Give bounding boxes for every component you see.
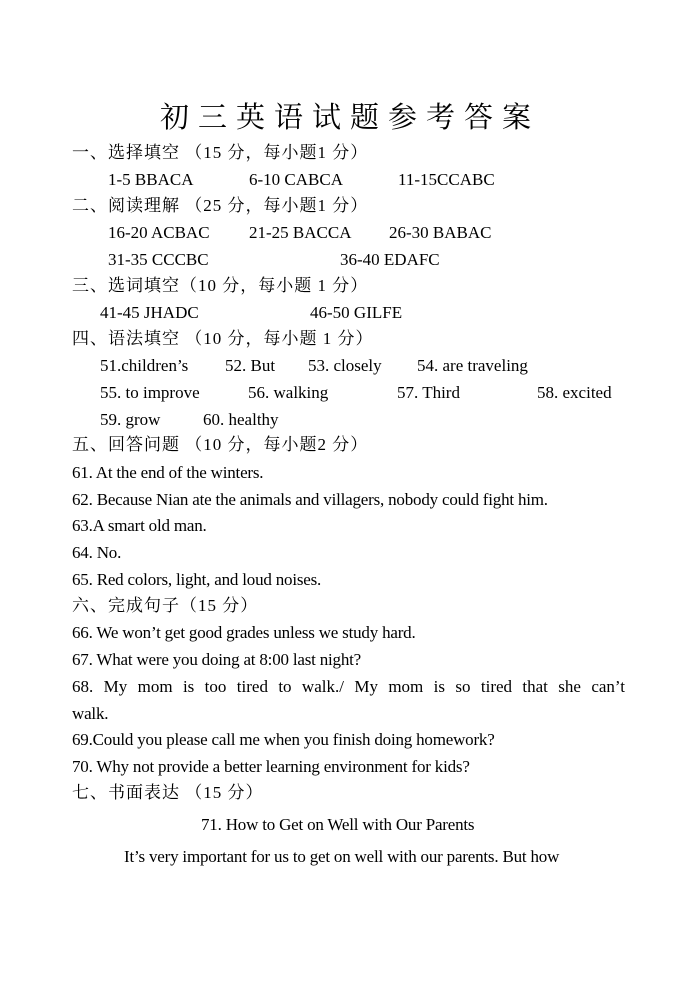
answer-41-45: 41-45 JHADC bbox=[100, 303, 199, 322]
section-3-heading: 三、选词填空（10 分，每小题 1 分） bbox=[72, 276, 369, 295]
answer-31-35: 31-35 CCCBC bbox=[108, 250, 209, 269]
answer-36-40: 36-40 EDAFC bbox=[340, 250, 440, 269]
section-5-heading: 五、回答问题 （10 分，每小题2 分） bbox=[72, 435, 369, 454]
section-1-heading: 一、选择填空 （15 分，每小题1 分） bbox=[72, 143, 369, 162]
answer-54: 54. are traveling bbox=[417, 356, 528, 375]
answer-61: 61. At the end of the winters. bbox=[72, 463, 264, 482]
page-title: 初三英语试题参考答案 bbox=[160, 102, 541, 134]
answer-67: 67. What were you doing at 8:00 last night? bbox=[72, 650, 361, 669]
answer-1-5: 1-5 BBACA bbox=[108, 170, 194, 189]
answer-21-25: 21-25 BACCA bbox=[249, 223, 352, 242]
answer-65: 65. Red colors, light, and loud noises. bbox=[72, 570, 322, 589]
answer-53: 53. closely bbox=[308, 356, 382, 375]
answer-68-continued: walk. bbox=[72, 704, 109, 723]
essay-title: 71. How to Get on Well with Our Parents bbox=[201, 815, 475, 834]
answer-11-15: 11-15CCABC bbox=[398, 170, 495, 189]
answer-57: 57. Third bbox=[397, 383, 460, 402]
answer-6-10: 6-10 CABCA bbox=[249, 170, 343, 189]
answer-66: 66. We won’t get good grades unless we study hard. bbox=[72, 623, 416, 642]
answer-26-30: 26-30 BABAC bbox=[389, 223, 492, 242]
section-4-heading: 四、语法填空 （10 分，每小题 1 分） bbox=[72, 329, 374, 348]
answer-63: 63.A smart old man. bbox=[72, 516, 207, 535]
answer-70: 70. Why not provide a better learning environment for kids? bbox=[72, 757, 470, 776]
answer-69: 69.Could you please call me when you finish doing homework? bbox=[72, 730, 495, 749]
answer-68: 68. My mom is too tired to walk./ My mom is so tired that she can’t bbox=[72, 677, 625, 696]
answer-16-20: 16-20 ACBAC bbox=[108, 223, 210, 242]
section-6-heading: 六、完成句子（15 分） bbox=[72, 596, 259, 615]
answer-62: 62. Because Nian ate the animals and villagers, nobody could fight him. bbox=[72, 490, 548, 509]
answer-64: 64. No. bbox=[72, 543, 122, 562]
answer-60: 60. healthy bbox=[203, 410, 279, 429]
answer-59: 59. grow bbox=[100, 410, 161, 429]
answer-51: 51.children’s bbox=[100, 356, 189, 375]
essay-first-line: It’s very important for us to get on well with our parents. But how bbox=[124, 847, 560, 866]
answer-55: 55. to improve bbox=[100, 383, 200, 402]
section-7-heading: 七、书面表达 （15 分） bbox=[72, 783, 264, 802]
answer-52: 52. But bbox=[225, 356, 276, 375]
answer-46-50: 46-50 GILFE bbox=[310, 303, 403, 322]
answer-56: 56. walking bbox=[248, 383, 329, 402]
answer-58: 58. excited bbox=[537, 383, 612, 402]
section-2-heading: 二、阅读理解 （25 分，每小题1 分） bbox=[72, 196, 369, 215]
